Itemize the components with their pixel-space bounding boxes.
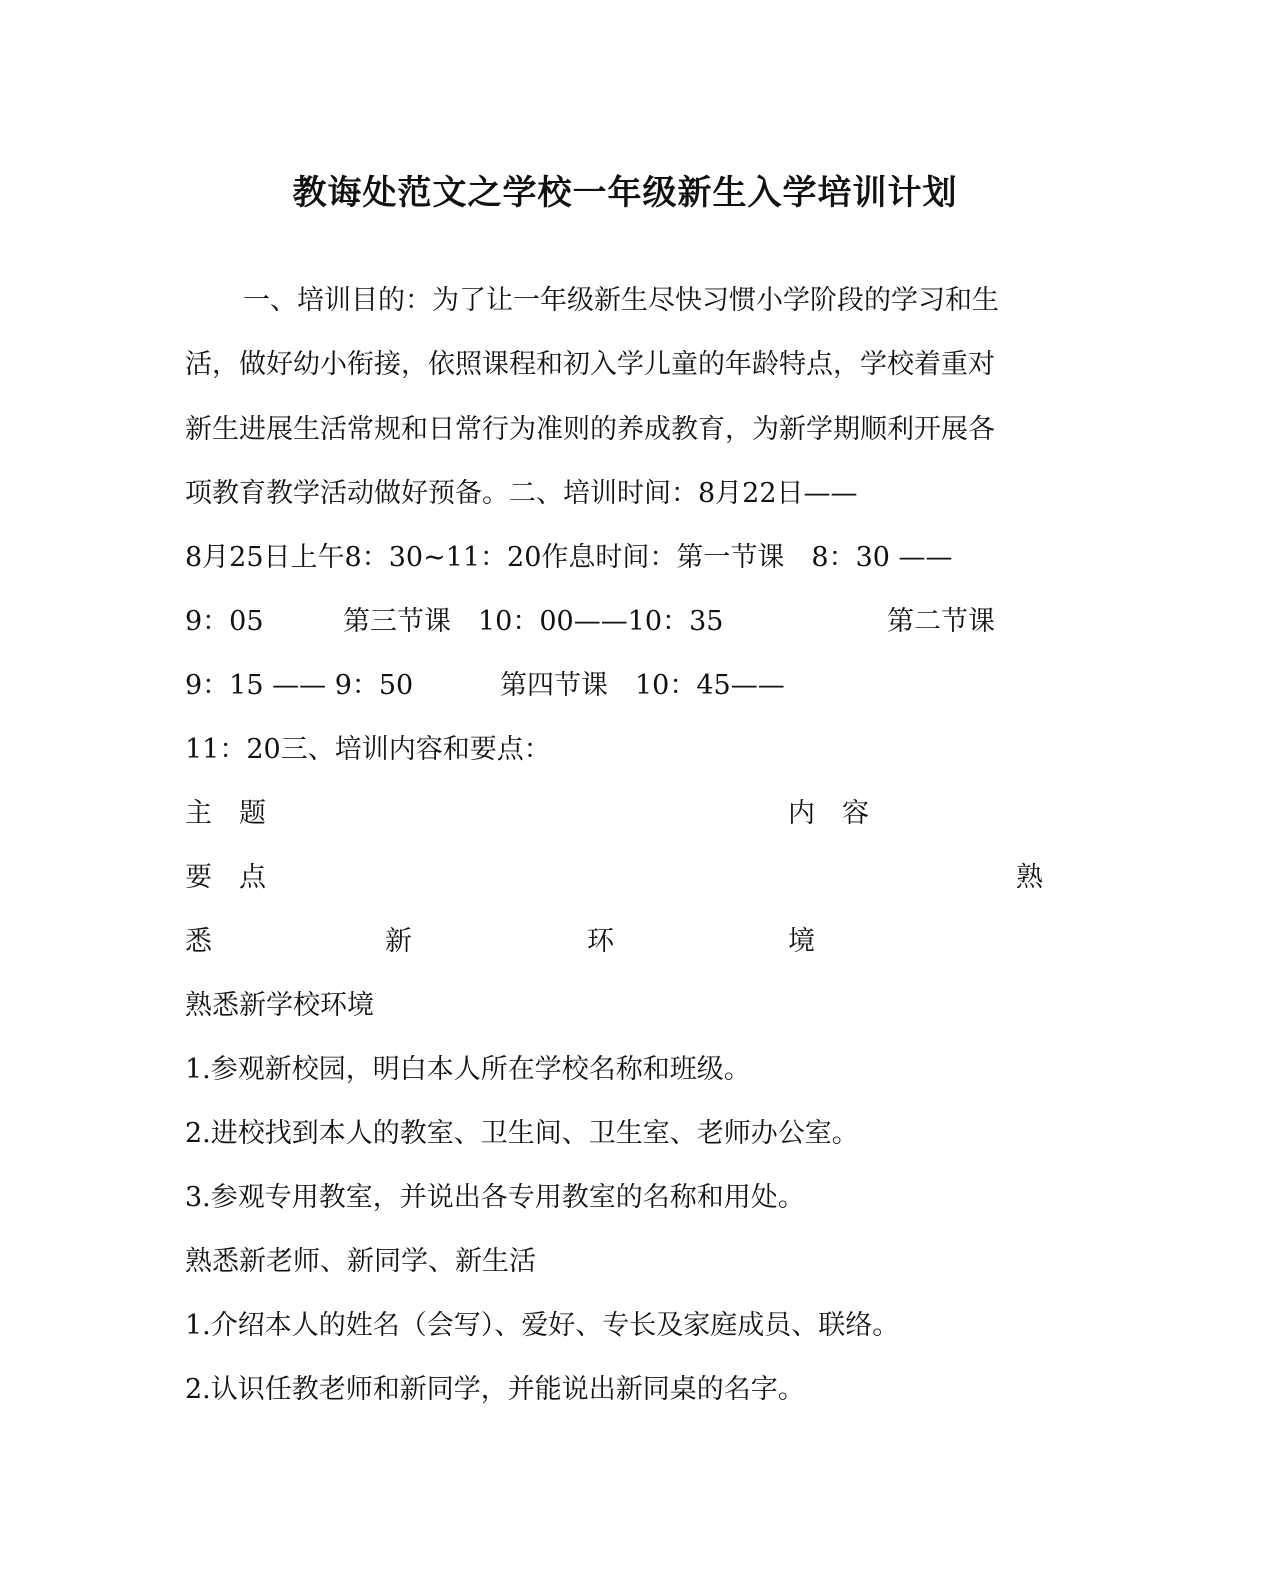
list-item: 2.进校找到本人的教室、卫生间、卫生室、老师办公室。 <box>185 1118 859 1149</box>
header-cell: 新 <box>385 926 412 957</box>
document-title: 教诲处范文之学校一年级新生入学培训计划 <box>292 173 958 213</box>
schedule-time: 9：15 —— 9：50 <box>185 670 414 701</box>
header-cell: 境 <box>788 926 815 957</box>
header-theme: 主 题 <box>185 798 266 829</box>
schedule-period: 第二节课 <box>887 606 995 637</box>
section-heading: 熟悉新老师、新同学、新生活 <box>185 1246 536 1277</box>
schedule-time: 9：05 <box>185 606 264 637</box>
header-content: 内 容 <box>788 798 869 829</box>
paragraph-line: 新生进展生活常规和日常行为准则的养成教育，为新学期顺利开展各 <box>185 414 995 445</box>
header-cell: 悉 <box>185 926 212 957</box>
schedule-line: 11：20三、培训内容和要点： <box>185 734 551 765</box>
paragraph-line: 活，做好幼小衔接，依照课程和初入学儿童的年龄特点，学校着重对 <box>185 349 995 380</box>
schedule-period: 第四节课 10：45—— <box>500 670 785 701</box>
list-item: 1.介绍本人的姓名（会写）、爱好、专长及家庭成员、联络。 <box>185 1310 900 1341</box>
schedule-line: 8月25日上午8：30~11：20作息时间：第一节课 8：30 —— <box>185 542 953 573</box>
header-points: 要 点 <box>185 862 266 893</box>
list-item: 1.参观新校园，明白本人所在学校名称和班级。 <box>185 1054 751 1085</box>
list-item: 3.参观专用教室，并说出各专用教室的名称和用处。 <box>185 1182 805 1213</box>
schedule-period: 第三节课 10：00——10：35 <box>343 606 724 637</box>
list-item: 2.认识任教老师和新同学，并能说出新同桌的名字。 <box>185 1374 805 1405</box>
paragraph-line: 一、培训目的：为了让一年级新生尽快习惯小学阶段的学习和生 <box>243 285 999 316</box>
header-cell: 环 <box>587 926 614 957</box>
header-cell: 熟 <box>1016 862 1043 893</box>
paragraph-line: 项教育教学活动做好预备。二、培训时间：8月22日—— <box>185 478 858 509</box>
section-heading: 熟悉新学校环境 <box>185 990 374 1021</box>
